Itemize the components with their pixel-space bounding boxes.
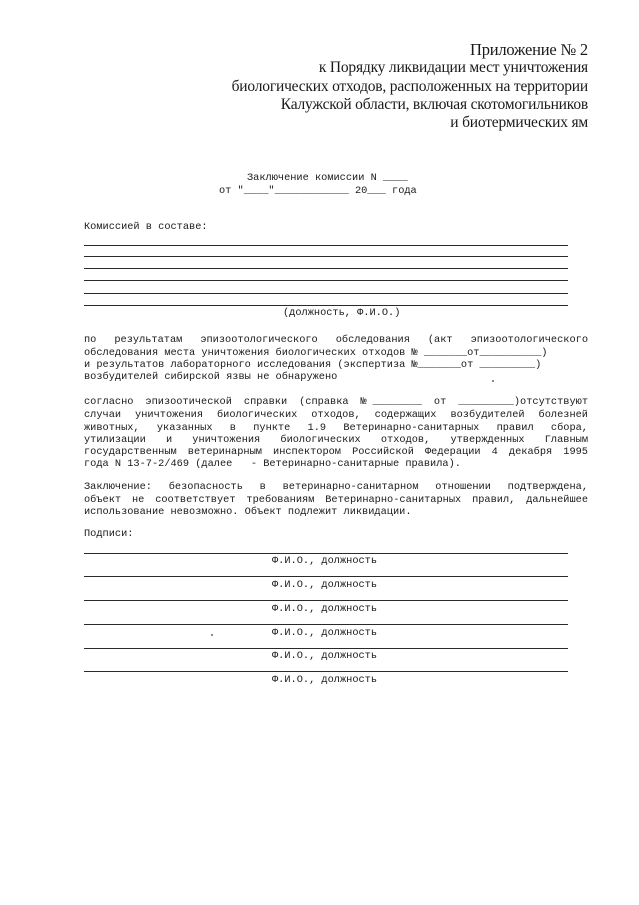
document-title: Заключение комиссии N ____	[247, 172, 408, 184]
signature-caption: Ф.И.О., должность	[272, 650, 378, 662]
signature-line	[84, 600, 568, 601]
paragraph2-line: государственным ветеринарным инспектором Российской Федерации 4 декабря 1995	[84, 446, 588, 458]
paragraph2-line: животных, указанных в пункте 1.9 Ветеринарно-санитарных правил сбора,	[84, 422, 588, 434]
document-date: от "____"____________ 20___ года	[219, 185, 417, 197]
commission-member-line	[84, 280, 568, 281]
signature-caption: Ф.И.О., должность	[272, 627, 378, 639]
signature-line	[84, 648, 568, 649]
appendix-line: Калужской области, включая скотомогильников	[280, 95, 588, 113]
appendix-line: к Порядку ликвидации мест уничтожения	[318, 59, 588, 77]
signature-caption: Ф.И.О., должность	[272, 603, 378, 615]
commission-label: Комиссией в составе:	[84, 221, 208, 233]
appendix-header	[232, 41, 588, 132]
signature-caption: Ф.И.О., должность	[272, 579, 378, 591]
paragraph1-line: обследования места уничтожения биологических отходов № _______от__________)	[84, 347, 548, 359]
commission-member-line	[84, 256, 568, 257]
signatures-label: Подписи:	[84, 528, 134, 540]
scan-speck	[211, 634, 213, 636]
scan-speck	[492, 380, 494, 382]
paragraph2-line: года N 13-7-2/469 (далее - Ветеринарно-санитарные правила).	[84, 458, 461, 470]
paragraph1-line: возбудителей сибирской язвы не обнаружено	[84, 371, 338, 383]
signature-caption: Ф.И.О., должность	[272, 674, 378, 686]
commission-member-line	[84, 293, 568, 294]
conclusion-line: объект не соответствует требованиям Ветеринарно-санитарных правил, дальнейшее	[84, 494, 588, 506]
position-caption: (должность, Ф.И.О.)	[283, 307, 401, 319]
commission-member-line	[84, 305, 568, 306]
commission-member-line	[84, 245, 568, 246]
paragraph2-line: случаи уничтожения биологических отходов, содержащих возбудителей болезней	[84, 409, 588, 421]
signature-line	[84, 624, 568, 625]
appendix-line: и биотермических ям	[450, 114, 588, 132]
conclusion-line: использование невозможно. Объект подлежит ликвидации.	[84, 506, 412, 518]
signature-caption: Ф.И.О., должность	[272, 555, 378, 567]
appendix-number: Приложение № 2	[469, 40, 588, 59]
commission-member-line	[84, 268, 568, 269]
conclusion-line: Заключение: безопасность в ветеринарно-санитарном отношении подтверждена,	[84, 481, 588, 493]
paragraph2-line: согласно эпизоотической справки (справка №________ от _________)отсутствуют	[84, 396, 588, 408]
signature-line	[84, 553, 568, 554]
paragraph1-line: и результатов лабораторного исследования (экспертиза №_______от _________)	[84, 359, 542, 371]
paragraph1-line: по результатам эпизоотологического обследования (акт эпизоотологического	[84, 334, 588, 346]
signature-line	[84, 576, 568, 577]
appendix-line: биологических отходов, расположенных на территории	[231, 77, 588, 95]
paragraph2-line: утилизации и уничтожения биологических отходов, утвержденных Главным	[84, 434, 588, 446]
signature-line	[84, 671, 568, 672]
